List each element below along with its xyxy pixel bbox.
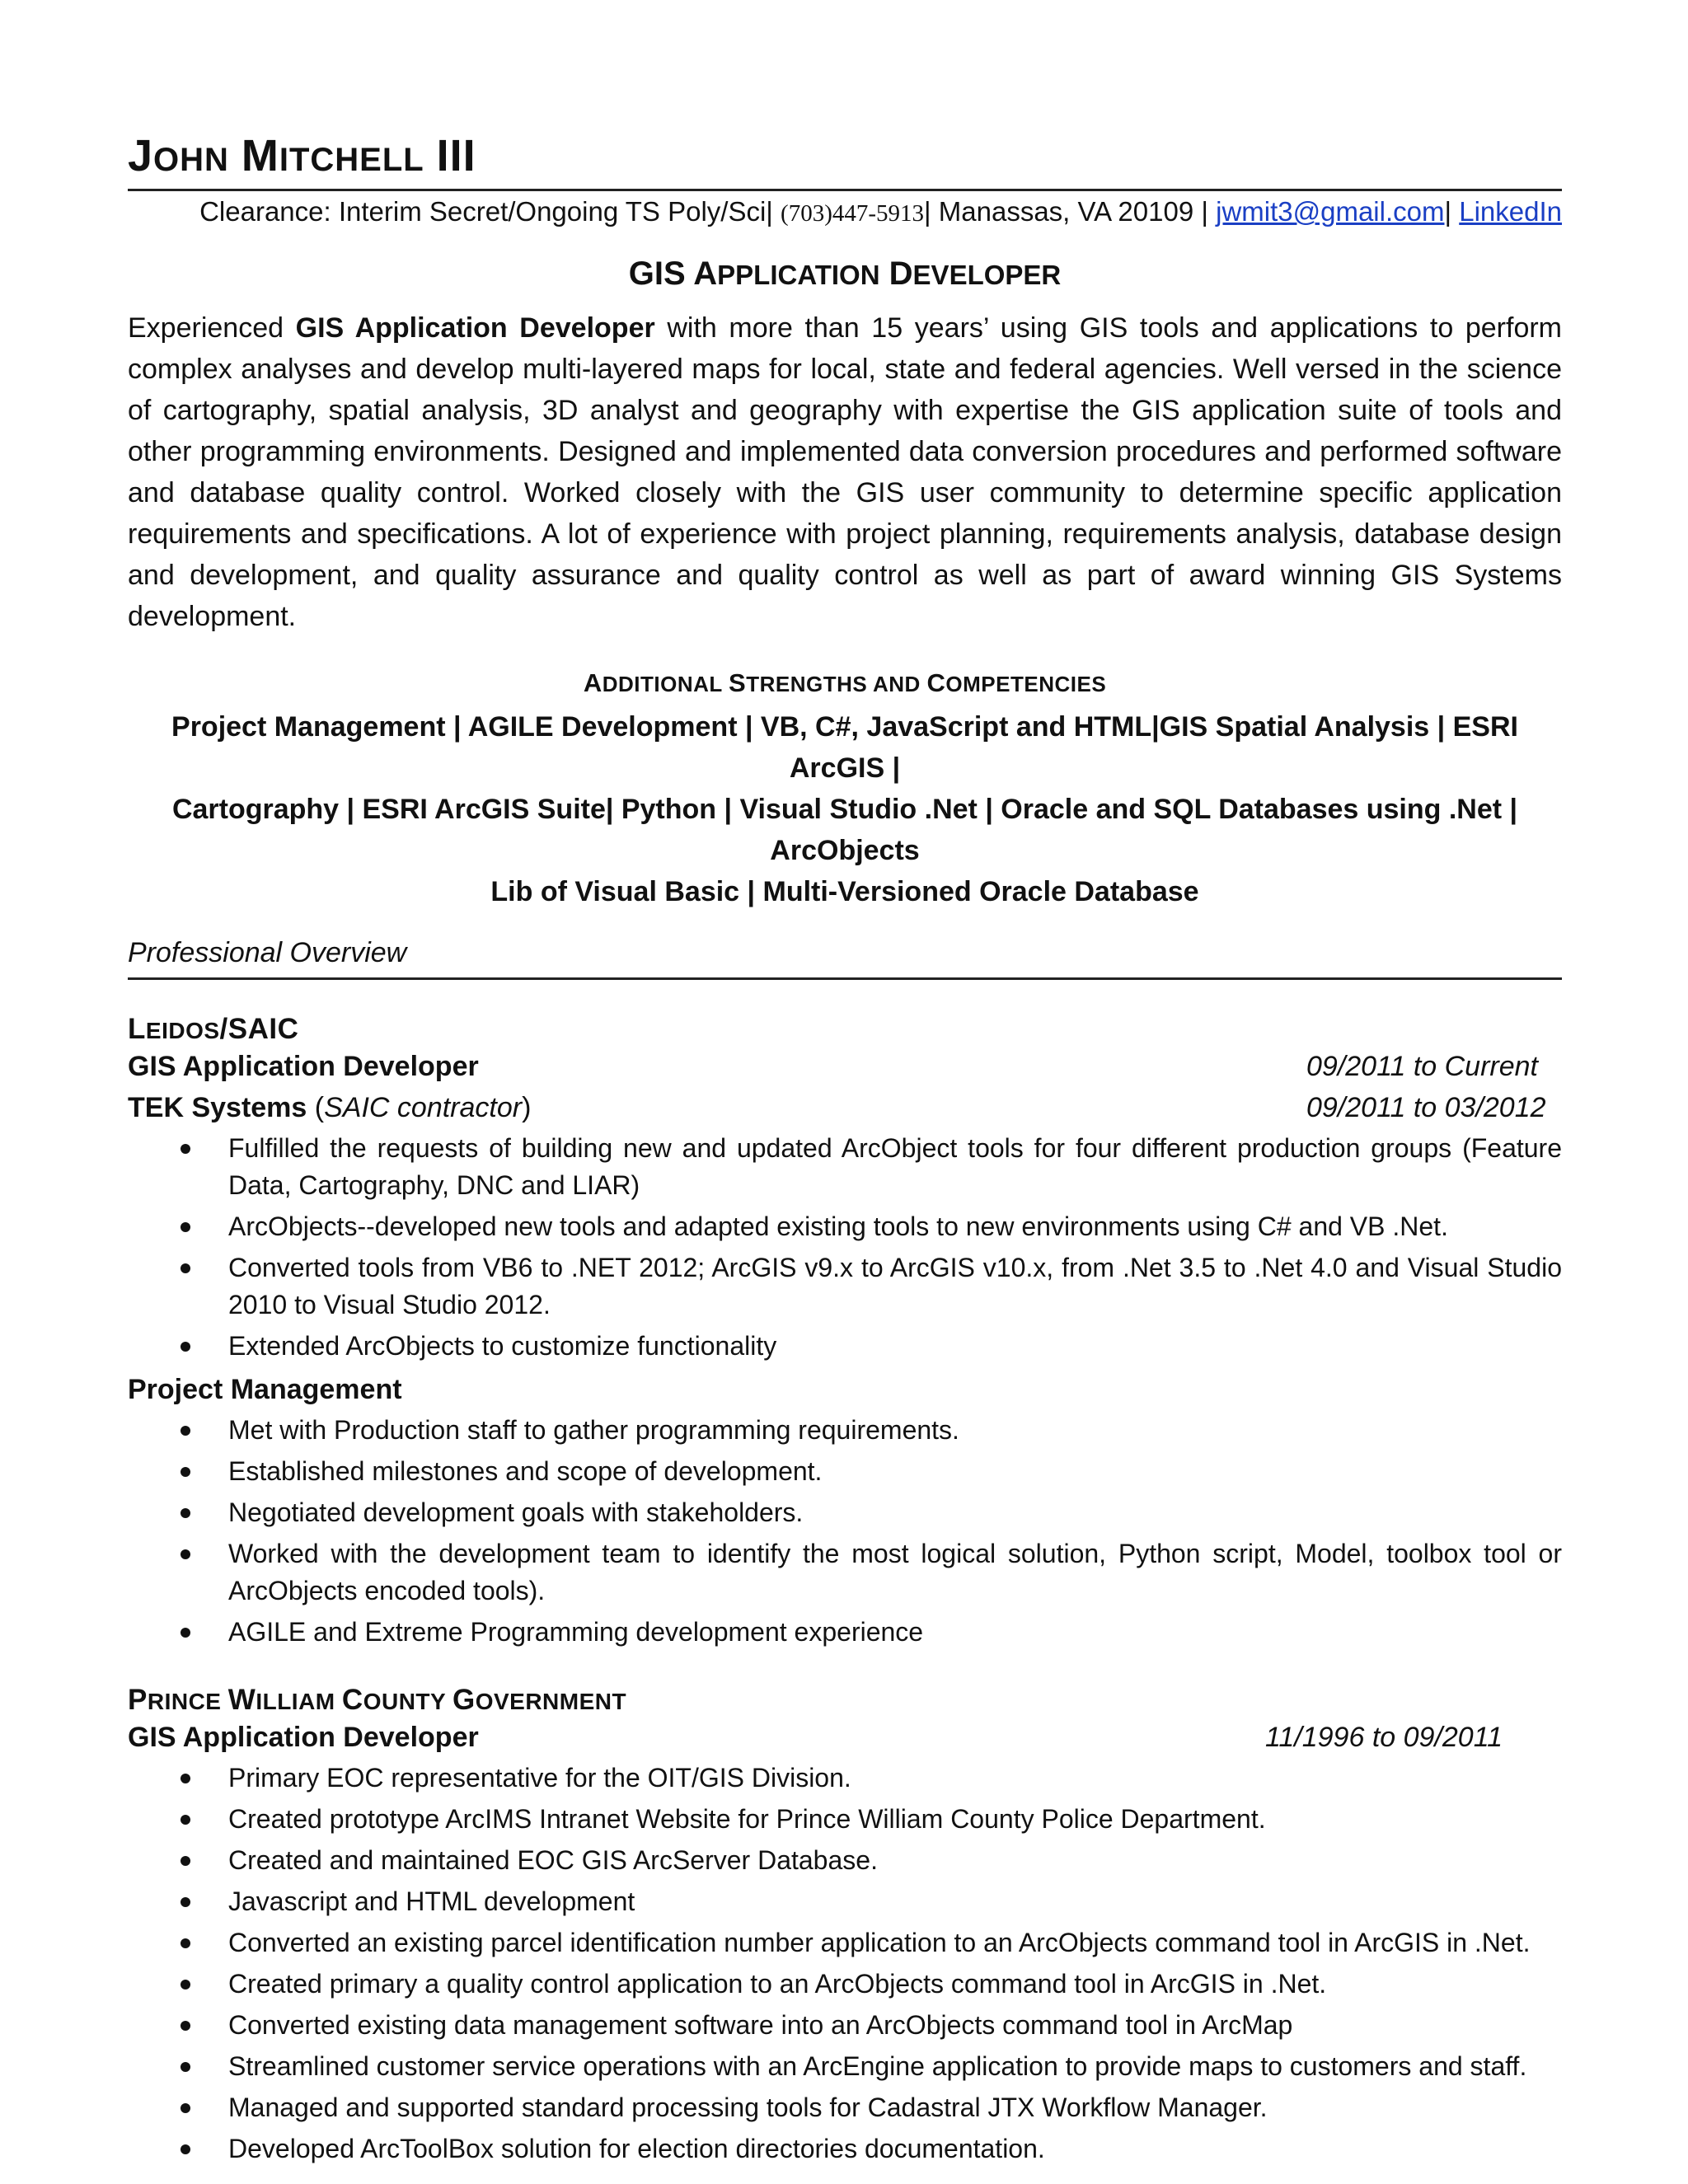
bullet-icon bbox=[181, 1508, 190, 1518]
bullet-icon bbox=[181, 1774, 190, 1783]
clearance-text: Clearance: Interim Secret/Ongoing TS Poly/Sci| bbox=[199, 196, 773, 227]
candidate-name: JOHN MITCHELL III bbox=[128, 131, 476, 180]
location-text: | Manassas, VA 20109 | bbox=[924, 196, 1208, 227]
list-item: Javascript and HTML development bbox=[128, 1883, 1562, 1920]
bullet-icon bbox=[181, 1467, 190, 1477]
email-link[interactable]: jwmit3@gmail.com bbox=[1216, 196, 1445, 227]
header-divider bbox=[128, 189, 1562, 191]
phone-number: (703)447-5913 bbox=[781, 200, 925, 227]
role-row: GIS Application Developer 09/2011 to Current bbox=[128, 1051, 1538, 1083]
resume-page bbox=[128, 132, 1562, 2172]
list-item: Met with Production staff to gather programming requirements. bbox=[128, 1412, 1562, 1449]
list-item: Fulfilled the requests of building new and updated ArcObject tools for four different production groups (Feature Data, Cartography, DNC and LIAR) bbox=[128, 1130, 1562, 1204]
list-item: Converted existing data management software into an ArcObjects command tool in ArcMap bbox=[128, 2007, 1562, 2044]
list-item: Developed ArcToolBox solution for election directories documentation. bbox=[128, 2130, 1562, 2168]
bullet-icon bbox=[181, 1815, 190, 1825]
pwc-duties bbox=[128, 1760, 1562, 2168]
list-item: Created primary a quality control application to an ArcObjects command tool in ArcGIS in .Net. bbox=[128, 1966, 1562, 2003]
bullet-icon bbox=[181, 1938, 190, 1948]
list-item: Created prototype ArcIMS Intranet Website for Prince William County Police Department. bbox=[128, 1801, 1562, 1838]
contact-line: Clearance: Interim Secret/Ongoing TS Poly/Sci| (703)447-5913| Manassas, VA 20109 | jwmit3@gmail.com| LinkedIn bbox=[199, 196, 1562, 227]
strengths-heading: ADDITIONAL STRENGTHS AND COMPETENCIES bbox=[583, 668, 1107, 698]
overview-heading: Professional Overview bbox=[128, 937, 1562, 980]
strengths-list: Project Management | AGILE Development | VB, C#, JavaScript and HTML|GIS Spatial Analysis | ESRI ArcGIS | Cartography | ESRI ArcGIS Suite| Python | Visual Studio .Net | Oracle and SQL Databases using .Net | ArcObjects Lib of Visual Basic | Multi-Versioned Oracle Database bbox=[171, 711, 1518, 908]
list-item: ArcObjects--developed new tools and adapted existing tools to new environments using C# and VB .Net. bbox=[128, 1208, 1562, 1245]
list-item: Established milestones and scope of development. bbox=[128, 1453, 1562, 1490]
pm-duties bbox=[128, 1412, 1562, 1651]
role-row: GIS Application Developer 11/1996 to 09/2011 bbox=[128, 1722, 1503, 1754]
bullet-icon bbox=[181, 2021, 190, 2031]
professional-summary: Experienced GIS Application Developer with more than 15 years’ using GIS tools and applications to perform complex analyses and develop multi-layered maps for local, state and federal agencies. Well versed in the science of cartography, spatial analysis, 3D analyst and geography with expertise the GIS application suite of tools and other programming environments. Designed and implemented data conversion procedures and performed software and database quality control. Worked closely with the GIS user community to determine specific application requirements and specifications. A lot of experience with project planning, requirements analysis, database design and development, and quality assurance and quality control as well as part of award winning GIS Systems development. bbox=[128, 312, 1562, 633]
bullet-icon bbox=[181, 1897, 190, 1907]
bullet-icon bbox=[181, 2103, 190, 2113]
bullet-icon bbox=[181, 1980, 190, 1990]
bullet-icon bbox=[181, 2062, 190, 2072]
bullet-icon bbox=[181, 1342, 190, 1352]
linkedin-link[interactable]: LinkedIn bbox=[1459, 196, 1562, 227]
bullet-icon bbox=[181, 1856, 190, 1866]
leidos-duties bbox=[128, 1130, 1562, 1365]
list-item: Negotiated development goals with stakeholders. bbox=[128, 1494, 1562, 1531]
list-item: Converted tools from VB6 to .NET 2012; ArcGIS v9.x to ArcGIS v10.x, from .Net 3.5 to .Net 4.0 and Visual Studio 2010 to Visual Studio 2012. bbox=[128, 1249, 1562, 1324]
bullet-icon bbox=[181, 1222, 190, 1232]
list-item: Streamlined customer service operations with an ArcEngine application to provide maps to customers and staff. bbox=[128, 2048, 1562, 2085]
list-item: Worked with the development team to identify the most logical solution, Python script, Model, toolbox tool or ArcObjects encoded tools). bbox=[128, 1535, 1562, 1610]
company-leidos: LEIDOS/SAIC bbox=[128, 1013, 299, 1046]
list-item: Managed and supported standard processing tools for Cadastral JTX Workflow Manager. bbox=[128, 2089, 1562, 2126]
list-item: Converted an existing parcel identification number application to an ArcObjects command tool in ArcGIS in .Net. bbox=[128, 1924, 1562, 1961]
bullet-icon bbox=[181, 1263, 190, 1273]
bullet-icon bbox=[181, 1426, 190, 1436]
list-item: AGILE and Extreme Programming development experience bbox=[128, 1614, 1562, 1651]
contractor-row: TEK Systems (SAIC contractor) 09/2011 to 03/2012 bbox=[128, 1092, 1546, 1124]
bullet-icon bbox=[181, 1144, 190, 1154]
bullet-icon bbox=[181, 1628, 190, 1638]
list-item: Primary EOC representative for the OIT/GIS Division. bbox=[128, 1760, 1562, 1797]
list-item: Extended ArcObjects to customize functionality bbox=[128, 1328, 1562, 1365]
job-headline: GIS APPLICATION DEVELOPER bbox=[628, 255, 1062, 293]
bullet-icon bbox=[181, 2144, 190, 2154]
list-item: Created and maintained EOC GIS ArcServer Database. bbox=[128, 1842, 1562, 1879]
project-management-heading: Project Management bbox=[128, 1374, 402, 1406]
bullet-icon bbox=[181, 1549, 190, 1559]
company-prince-william: PRINCE WILLIAM COUNTY GOVERNMENT bbox=[128, 1684, 627, 1717]
